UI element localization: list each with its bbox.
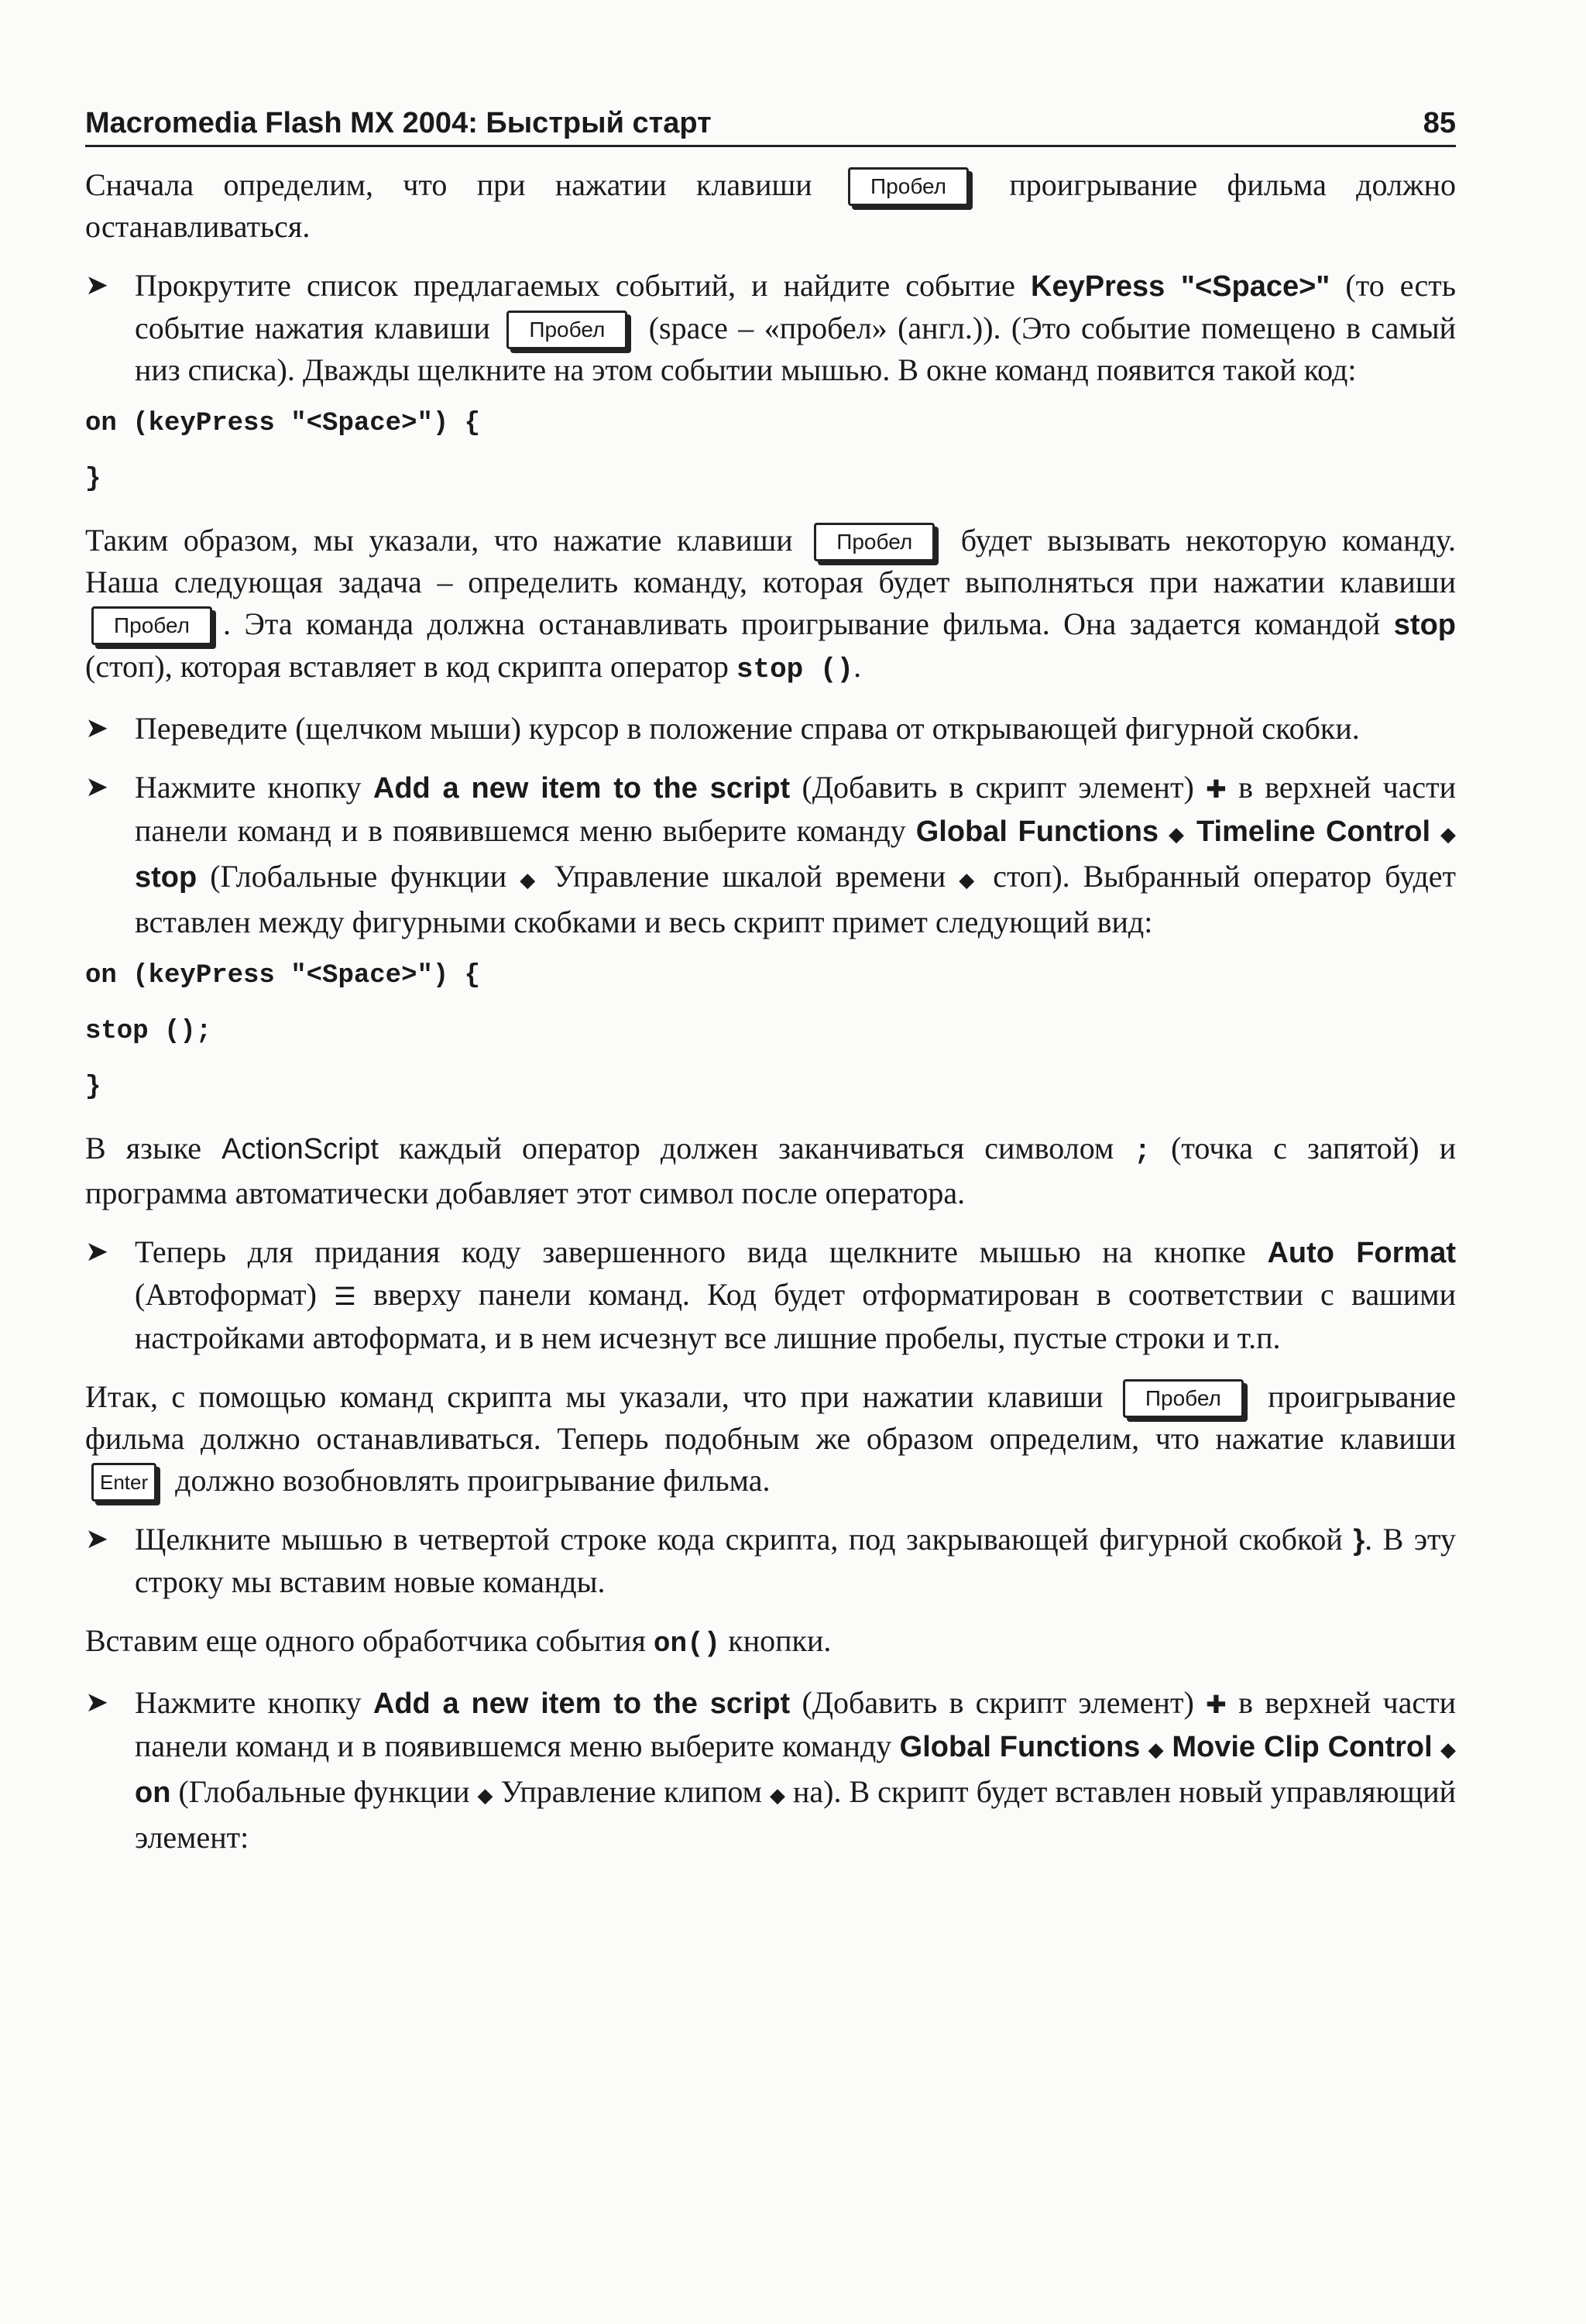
bullet-4: ➤ Теперь для придания коду завершенного вида щелкните мышью на кнопке Auto Format (Автоформат) ☰ вверху панели команд. Код будет отформатирован в соответствии с вашими настройками автоформата, и в нем исчезнут все лишние пробелы, пустые строки и т.п. xyxy=(85,1231,1456,1359)
arrow-bullet-icon: ➤ xyxy=(85,712,109,744)
space-key-icon: Пробел xyxy=(814,523,935,561)
space-key-icon: Пробел xyxy=(506,311,627,349)
book-title: Macromedia Flash MX 2004: Быстрый старт xyxy=(85,107,712,139)
arrow-bullet-icon: ➤ xyxy=(85,1236,109,1268)
diamond-separator-icon: ◆ xyxy=(520,869,541,892)
diamond-separator-icon: ◆ xyxy=(1440,823,1457,846)
code-block-2: on (keyPress "<Space>") { stop (); } xyxy=(85,961,481,1102)
page-number: 85 xyxy=(1423,107,1456,139)
space-key-icon: Пробел xyxy=(1123,1379,1244,1418)
paragraph-1: Сначала определим, что при нажатии клавиши Пробел проигрывание фильма должно останавливаться. xyxy=(85,167,1457,244)
diamond-separator-icon: ◆ xyxy=(959,869,980,892)
document-page xyxy=(85,107,1456,1876)
arrow-bullet-icon: ➤ xyxy=(85,1523,109,1555)
bullet-1: ➤ Прокрутите список предлагаемых событий, и найдите событие KeyPress "<Space>" (то есть событие нажатия клавиши Пробел (space – «пробел» (англ.)). (Это событие помещено в самый низ списка). Дважды щелкните на этом событии мышью. В окне команд появится такой код: xyxy=(85,265,1456,391)
diamond-separator-icon: ◆ xyxy=(477,1784,493,1807)
bullet-2: ➤ Переведите (щелчком мыши) курсор в положение справа от открывающей фигурной скобки. xyxy=(85,708,1456,750)
space-key-icon: Пробел xyxy=(91,606,212,645)
diamond-separator-icon: ◆ xyxy=(1148,1739,1165,1762)
add-item-icon: ✚ xyxy=(1206,1690,1227,1719)
running-header xyxy=(85,107,1456,147)
diamond-separator-icon: ◆ xyxy=(769,1784,785,1807)
bullet-6: ➤ Нажмите кнопку Add a new item to the script (Добавить в скрипт элемент) ✚ в верхней части панели команд и в появившемся меню выберите команду Global Functions ◆ Movie Clip Control ◆ on (Глобальные функции ◆ Управление клипом ◆ на). В скрипт будет вставлен новый управляющий элемент: xyxy=(85,1682,1456,1859)
autoformat-icon: ☰ xyxy=(334,1282,356,1311)
arrow-bullet-icon: ➤ xyxy=(85,269,109,301)
diamond-separator-icon: ◆ xyxy=(1169,823,1186,846)
code-block-1: on (keyPress "<Space>") { } xyxy=(85,409,481,494)
arrow-bullet-icon: ➤ xyxy=(85,1687,109,1718)
space-key-icon: Пробел xyxy=(848,167,969,206)
add-item-icon: ✚ xyxy=(1206,774,1227,804)
enter-key-icon: Enter xyxy=(91,1463,156,1502)
paragraph-3: В языке ActionScript каждый оператор должен заканчиваться символом ; (точка с запятой) и программа автоматически добавляет этот символ после оператора. xyxy=(85,1131,1457,1210)
paragraph-2: Таким образом, мы указали, что нажатие клавиши Пробел будет вызывать некоторую команду. Наша следующая задача – определить команду, которая будет выполняться при нажатии клавиши Пробел . Эта команда должна останавливать проигрывание фильма. Она задается командой stop (стоп), которая вставляет в код скрипта оператор stop (). xyxy=(85,523,1457,685)
bullet-3: ➤ Нажмите кнопку Add a new item to the script (Добавить в скрипт элемент) ✚ в верхней части панели команд и в появившемся меню выберите команду Global Functions ◆ Timeline Control ◆ stop (Глобальные функции ◆ Управление шкалой времени ◆ стоп). Выбранный оператор будет вставлен между фигурными скобками и весь скрипт примет следующий вид: xyxy=(85,767,1456,943)
diamond-separator-icon: ◆ xyxy=(1440,1739,1457,1762)
paragraph-4: Итак, с помощью команд скрипта мы указали, что при нажатии клавиши Пробел проигрывание фильма должно останавливаться. Теперь подобным же образом определим, что нажатие клавиши Enter должно возобновлять проигрывание фильма. xyxy=(85,1376,1456,1502)
bullet-5: ➤ Щелкните мышью в четвертой строке кода скрипта, под закрывающей фигурной скобкой }. В эту строку мы вставим новые команды. xyxy=(85,1519,1456,1603)
arrow-bullet-icon: ➤ xyxy=(85,771,109,803)
paragraph-5: Вставим еще одного обработчика события on() кнопки. xyxy=(85,1623,832,1660)
